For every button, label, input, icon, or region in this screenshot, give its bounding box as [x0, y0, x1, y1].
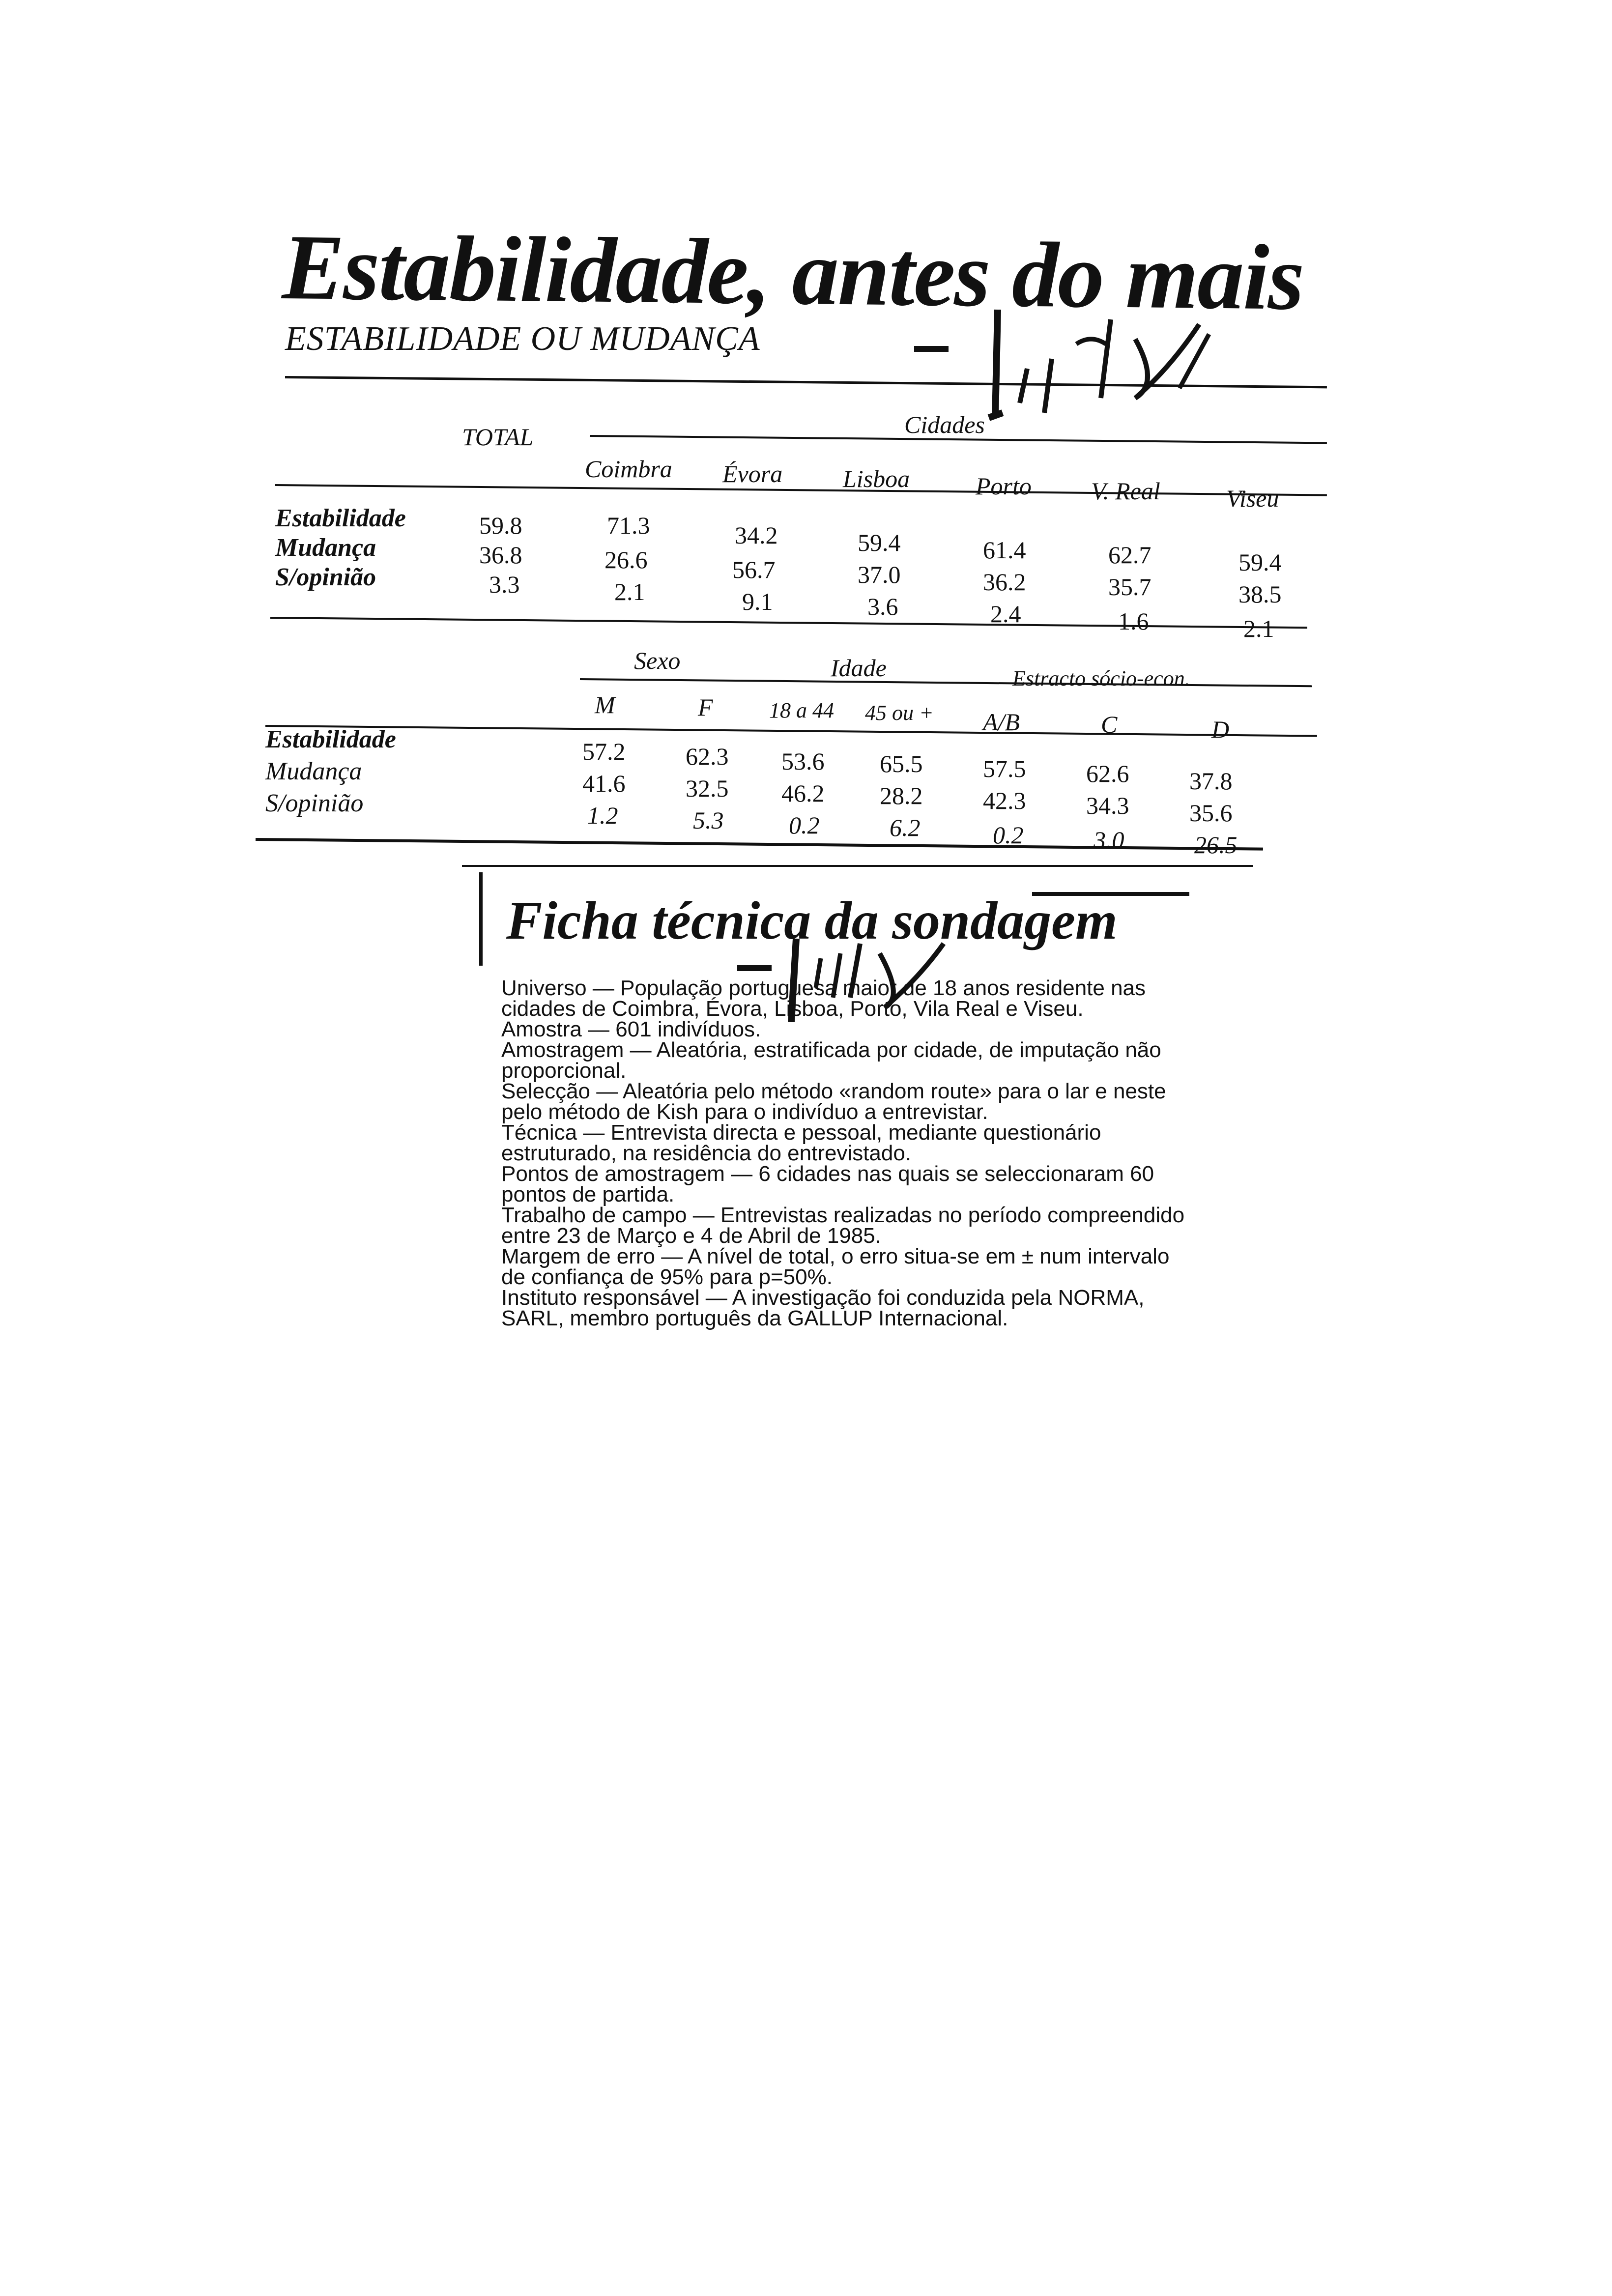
row-label-mudanca-2: Mudança	[265, 757, 362, 785]
rule-header	[275, 484, 1327, 496]
total-header: TOTAL	[462, 423, 534, 451]
ficha-line-amostragem: Amostragem — Aleatória, estratificada por cidade, de imputação não proporcional.	[501, 1038, 1161, 1083]
cell: 5.3	[693, 806, 724, 834]
cell: 41.6	[582, 770, 626, 797]
cell: 9.1	[742, 588, 773, 615]
total-mudanca: 36.8	[479, 541, 522, 569]
cell: 53.6	[781, 747, 825, 775]
row-label-sopiniao: S/opinião	[275, 563, 376, 591]
row-label-estabilidade-2: Estabilidade	[265, 725, 396, 753]
col-m: M	[595, 691, 615, 718]
cell: 37.0	[858, 561, 901, 588]
cell: 26.5	[1194, 831, 1238, 859]
cell: 6.2	[890, 814, 921, 841]
row-label-mudanca: Mudança	[275, 534, 376, 562]
cell: 1.6	[1118, 607, 1149, 635]
cell: 56.7	[732, 556, 776, 583]
col-d: D	[1211, 716, 1230, 743]
cell: 61.4	[983, 536, 1026, 564]
col-viseu: Viseu	[1226, 485, 1279, 512]
ficha-title: Ficha técnica da sondagem	[506, 890, 1118, 950]
cell: 65.5	[880, 750, 923, 777]
article-subtitle: ESTABILIDADE OU MUDANÇA	[285, 320, 760, 358]
ficha-line-instituto: Instituto responsável — A investigação foi conduzida pela NORMA, SARL, membro português da GALLUP Internacional.	[501, 1286, 1145, 1330]
group-sexo: Sexo	[634, 647, 681, 674]
cell: 62.6	[1086, 760, 1129, 787]
cell: 2.1	[614, 578, 645, 605]
cell: 2.1	[1243, 615, 1274, 642]
cell: 2.4	[990, 600, 1021, 628]
col-porto: Porto	[976, 472, 1032, 500]
cell: 42.3	[983, 787, 1026, 814]
group-idade: Idade	[831, 654, 887, 682]
col-ab: A/B	[983, 708, 1020, 736]
total-sopiniao: 3.3	[489, 571, 520, 598]
row-label-sopiniao-2: S/opinião	[265, 789, 364, 817]
cell: 59.4	[1238, 548, 1282, 576]
cell: 32.5	[686, 775, 729, 802]
cell: 57.2	[582, 738, 626, 765]
ficha-line-tecnica: Técnica — Entrevista directa e pessoal, mediante questionário estruturado, na residência do entrevistado.	[501, 1120, 1101, 1165]
cell: 37.8	[1189, 767, 1233, 795]
col-vreal: V. Real	[1091, 477, 1160, 505]
rule-table2-header	[265, 725, 1317, 737]
ficha-line-universo: Universo — População portuguesa maior de 18 anos residente nas cidades de Coimbra, Évora, Lisboa, Porto, Vila Real e Viseu.	[501, 976, 1146, 1021]
cell: 59.4	[858, 529, 901, 556]
cell: 57.5	[983, 755, 1026, 782]
ficha-body	[501, 978, 1199, 1329]
cell: 35.6	[1189, 799, 1233, 827]
cell: 26.6	[604, 546, 648, 574]
cidades-header: Cidades	[904, 411, 985, 438]
col-lisboa: Lisboa	[843, 465, 910, 492]
cell: 3.0	[1094, 826, 1124, 854]
rule-table2-groups	[580, 678, 1312, 687]
ficha-line-trabalho: Trabalho de campo — Entrevistas realizadas no período compreendido entre 23 de Março e 4 de Abril de 1985.	[501, 1203, 1185, 1248]
ficha-side-bar	[479, 872, 483, 966]
ficha-line-amostra: Amostra — 601 indivíduos.	[501, 1017, 761, 1041]
cell: 71.3	[607, 512, 650, 539]
col-45ou: 45 ou +	[865, 701, 934, 725]
rule-table1-bottom	[270, 617, 1307, 629]
cell: 62.7	[1108, 541, 1151, 569]
cell: 35.7	[1108, 573, 1151, 601]
cell: 46.2	[781, 779, 825, 807]
col-f: F	[698, 693, 713, 721]
col-evora: Évora	[722, 460, 783, 488]
col-c: C	[1101, 711, 1118, 738]
cell: 36.2	[983, 568, 1026, 596]
cell: 0.2	[789, 811, 820, 839]
cell: 1.2	[587, 802, 618, 829]
cell: 62.3	[686, 743, 729, 770]
ficha-line-seleccao: Selecção — Aleatória pelo método «random route» para o lar e neste pelo método de Kish para o indivíduo a entrevistar.	[501, 1079, 1166, 1124]
total-estabilidade: 59.8	[479, 512, 522, 539]
cell: 34.3	[1086, 792, 1129, 819]
group-estracto: Estracto sócio-econ.	[1012, 666, 1190, 690]
col-18a44: 18 a 44	[769, 698, 834, 722]
row-label-estabilidade: Estabilidade	[275, 504, 406, 532]
col-coimbra: Coimbra	[585, 455, 672, 483]
ficha-line-pontos: Pontos de amostragem — 6 cidades nas quais se seleccionaram 60 pontos de partida.	[501, 1162, 1154, 1206]
cell: 28.2	[880, 782, 923, 809]
cell: 3.6	[867, 593, 898, 620]
ficha-line-margem: Margem de erro — A nível de total, o erro situa-se em ± num intervalo de confiança de 95% para p=50%.	[501, 1244, 1170, 1289]
cell: 38.5	[1238, 580, 1282, 608]
rule-table2-bottom-2	[462, 865, 1253, 867]
article-title: Estabilidade, antes do mais	[281, 215, 1304, 330]
cell: 34.2	[735, 521, 778, 549]
cell: 0.2	[993, 821, 1024, 849]
